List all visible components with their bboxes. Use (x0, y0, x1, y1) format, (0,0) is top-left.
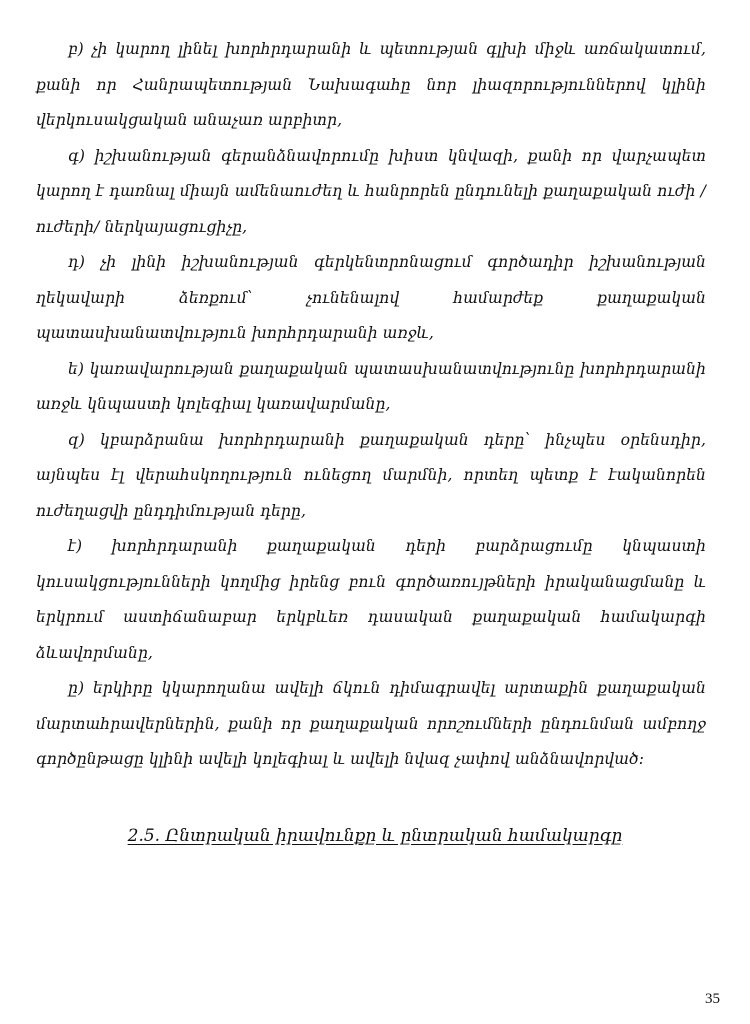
paragraph-y: ը) երկիրը կկարողանա ավելի ճկուն դիմագրավել արտաքին քաղաքական մարտահրավերներին, քանի որ քաղաքական որոշումների ընդունման ամբողջ գործընթացը կլինի ավելի կոլեգիալ և ավելի նվազ չափով անձնավորված: (36, 679, 706, 768)
paragraph-d: դ) չի լինի իշխանության գերկենտրոնացում գործադիր իշխանության ղեկավարի ձեռքում՝ չունենալով համարժեք քաղաքական պատասխանատվություն խորհրդարանի առջև, (36, 253, 706, 342)
section-heading: 2.5. Ընտրական իրավունքը և ընտրական համակարգը (127, 826, 623, 846)
page-number: 35 (705, 991, 720, 1007)
body-text (36, 32, 706, 778)
paragraph-z: զ) կբարձրանա խորհրդարանի քաղաքական դերը՝ ինչպես օրենսդիր, այնպես էլ վերահսկողություն ունեցող մարմնի, որտեղ պետք է էականորեն ուժեղացվի ընդդիմության դերը, (36, 430, 706, 520)
paragraph-b: բ) չի կարող լինել խորհրդարանի և պետության գլխի միջև առճակատում, քանի որ Հանրապետության Նախագահը նոր լիազորություններով կլինի վերկուսակցական անաչառ արբիտր, (36, 40, 706, 129)
paragraph-ee: է) խորհրդարանի քաղաքական դերի բարձրացումը կնպաստի կուսակցությունների կողմից իրենց բուն գործառույթների իրականացմանը և երկրում աստիճանաբար երկբևեռ դասական քաղաքական համակարգի ձևավորմանը, (36, 537, 706, 662)
paragraph-e: ե) կառավարության քաղաքական պատասխանատվությունը խորհրդարանի առջև կնպաստի կոլեգիալ կառավարմանը, (36, 359, 706, 413)
paragraph-g: գ) իշխանության գերանձնավորումը խիստ կնվազի, քանի որ վարչապետ կարող է դառնալ միայն ամենաուժեղ և հանրորեն ընդունելի քաղաքական ուժի /ուժերի/ ներկայացուցիչը, (36, 146, 706, 236)
